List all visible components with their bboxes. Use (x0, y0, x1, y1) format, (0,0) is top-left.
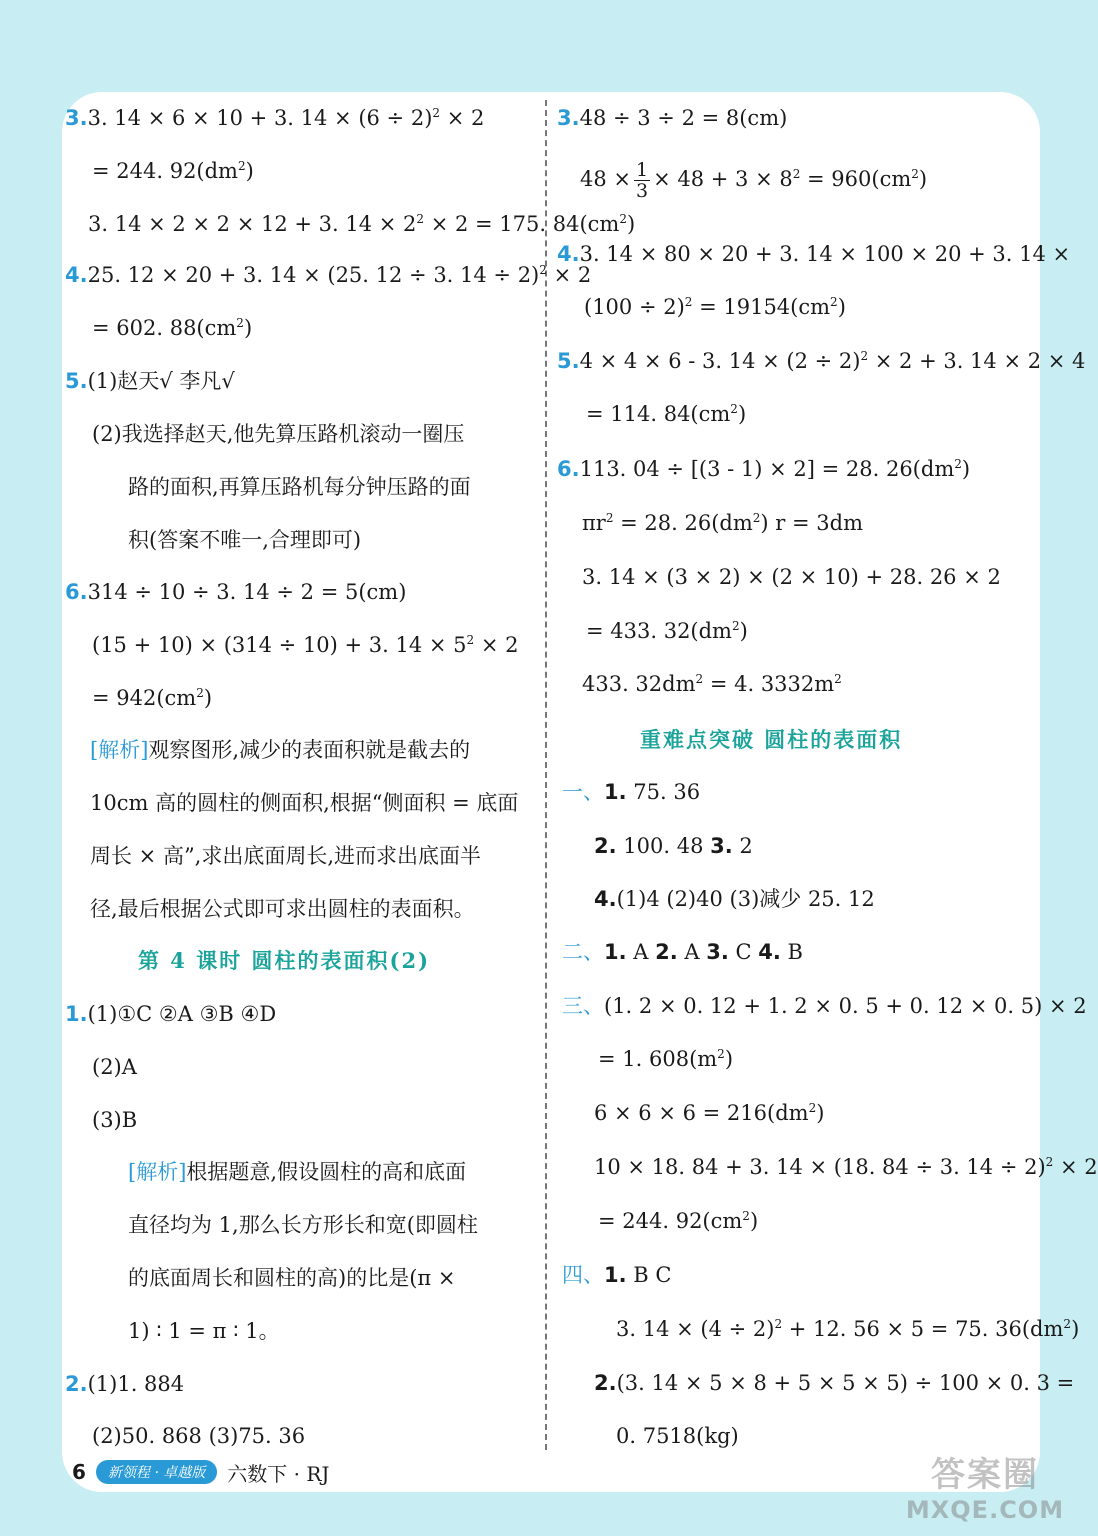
right-p4-line4: 0. 7518(kg) (616, 1424, 739, 1448)
right-p3-line3: $6 \times 6 \times 6 = 216(dm^2)$ (594, 1101, 825, 1125)
left-q4-line1: 4.25. 12 × 20 + 3. 14 × (25. 12 ÷ 3. 14 ÷ 2)$^2$ × 2 (65, 263, 592, 287)
right-q5-line1: 5.4 × 4 × 6 - 3. $14 \times (2 \div 2)^2 \times 2 + 3$. 14 × 2 × 4 (557, 349, 1086, 373)
left-q6-line3: = $942(cm^2)$ (92, 686, 213, 710)
right-q6-line4: = 433. $32(dm^2)$ (586, 619, 748, 643)
right-p1-line3: 4.(1)4 (2)40 (3)减少 25. 12 (594, 887, 875, 911)
right-q6-line3: 3. 14 × (3 × 2) × (2 × 10) + 28. 26 × 2 (582, 565, 1001, 589)
right-q4-line1: 4.3. 14 × 80 × 20 + 3. 14 × 100 × 20 + 3. 14 × (557, 242, 1071, 266)
right-q3-line2: 48 × $\frac{1}{3}$ × $48 + 3 \times 8^2 = 960(cm^2)$ (580, 159, 928, 202)
left-analysis1-line2: 10cm 高的圆柱的侧面积,根据“侧面积 = 底面 (90, 791, 519, 815)
left-s2-line2: (2)50. 868 (3)75. 36 (92, 1424, 306, 1448)
page-margin (0, 0, 62, 1536)
right-q6-line5: 433. $32dm^2 = 4$. $3332m^2$ (582, 672, 842, 696)
left-s1-line1: 1.(1)①C ②A ③B ④D (65, 1002, 277, 1026)
left-analysis2-line2: 直径均为 1,那么长方形长和宽(即圆柱 (128, 1213, 478, 1237)
right-p3-line1: 三、(1. 2 × 0. 12 + 1. 2 × 0. 5 + 0. 12 × 0. 5) × 2 (562, 994, 1087, 1018)
left-analysis2-line4: 1) ∶ 1 = π ∶ 1。 (128, 1319, 280, 1343)
book-subject: 六数下 · RJ (227, 1461, 330, 1486)
right-p3-line4: 10 × 18. 84 + 3. 14 × (18. 84 ÷ 3. 14 ÷ 2)$^2$ × 2 (594, 1155, 1098, 1179)
right-p2-line1: 二、1. A 2. A 3. C 4. B (562, 940, 803, 964)
right-p1-line2: 2. 100. 48 3. 2 (594, 834, 753, 858)
section-heading-lesson4: 第 4 课时 圆柱的表面积(2) (138, 948, 431, 973)
page-footer (72, 1455, 329, 1489)
right-p4-line3: 2.(3. 14 × 5 × 8 + 5 × 5 × 5) ÷ 100 × 0. 3 = (594, 1371, 1075, 1395)
left-analysis2-line3: 的底面周长和圆柱的高)的比是(π × (128, 1266, 456, 1290)
left-s1-line2: (2)A (92, 1055, 137, 1079)
left-q5-line1: 5.(1)赵天√ 李凡√ (65, 369, 235, 393)
left-analysis2-line1: [解析]根据题意,假设圆柱的高和底面 (128, 1160, 467, 1184)
right-p3-line5: = 244. $92(cm^2)$ (598, 1209, 759, 1233)
left-q5-line4: 积(答案不唯一,合理即可) (128, 528, 362, 552)
left-analysis1-line4: 径,最后根据公式即可求出圆柱的表面积。 (90, 897, 475, 921)
section-heading-key-points: 重难点突破 圆柱的表面积 (640, 727, 903, 752)
left-q6-line1: 6.314 ÷ 10 ÷ 3. 14 ÷ 2 = 5(cm) (65, 580, 407, 604)
right-q3-line1: 3.48 ÷ 3 ÷ 2 = 8(cm) (557, 106, 788, 130)
watermark-logo: 答案圈 MXQE.COM (905, 1455, 1065, 1524)
right-p1-line1: 一、1. 75. 36 (562, 780, 701, 804)
left-q3-line1: 3.3. 14 × 6 × 10 + 3. $14 \times (6 \div 2)^2 \times 2$ (65, 106, 485, 130)
fraction-one-third: $\frac{1}{3}$ (636, 159, 649, 202)
left-q6-line2: (15 + 10) × (314 ÷ 10) + 3. $14 \times 5^2 \times 2$ (92, 633, 519, 657)
series-badge: 新领程 · 卓越版 (96, 1460, 217, 1484)
right-q6-line2: $\pi r^2 = 28$. $26(dm^2) r = 3dm$ (582, 511, 863, 535)
right-q4-line2: $(100 \div 2)^2 = 19154(cm^2)$ (584, 295, 846, 319)
left-s2-line1: 2.(1)1. 884 (65, 1372, 185, 1396)
right-p4-line1: 四、1. B C (562, 1263, 672, 1287)
page-number: 6 (72, 1460, 86, 1484)
right-p3-line2: = 1. $608(m^2)$ (598, 1047, 734, 1071)
left-q3-line2: = 244. $92(dm^2)$ (92, 159, 254, 183)
right-q6-line1: 6.113. 04 ÷ [(3 - 1) × 2] = 28. $26(dm^2)$ (557, 457, 971, 481)
left-q3-line3: 3. 14 × 2 × 2 × 12 + 3. $14 \times 2^2 \times 2 = 175$. $84(cm^2)$ (88, 212, 636, 236)
right-p4-line2: 3. $14 \times (4 \div 2)^2 + 12$. 56 × 5 = 75. $36(dm^2)$ (616, 1317, 1080, 1341)
left-s1-line3: (3)B (92, 1108, 138, 1132)
left-analysis1-line3: 周长 × 高”,求出底面周长,进而求出底面半 (90, 844, 482, 868)
column-divider (545, 100, 547, 1450)
right-q5-line2: = 114. $84(cm^2)$ (586, 402, 747, 426)
left-q4-line2: = 602. $88(cm^2)$ (92, 316, 253, 340)
left-q5-line2: (2)我选择赵天,他先算压路机滚动一圈压 (92, 422, 465, 446)
left-analysis1-line1: [解析]观察图形,减少的表面积就是截去的 (90, 738, 471, 762)
left-q5-line3: 路的面积,再算压路机每分钟压路的面 (128, 475, 471, 499)
